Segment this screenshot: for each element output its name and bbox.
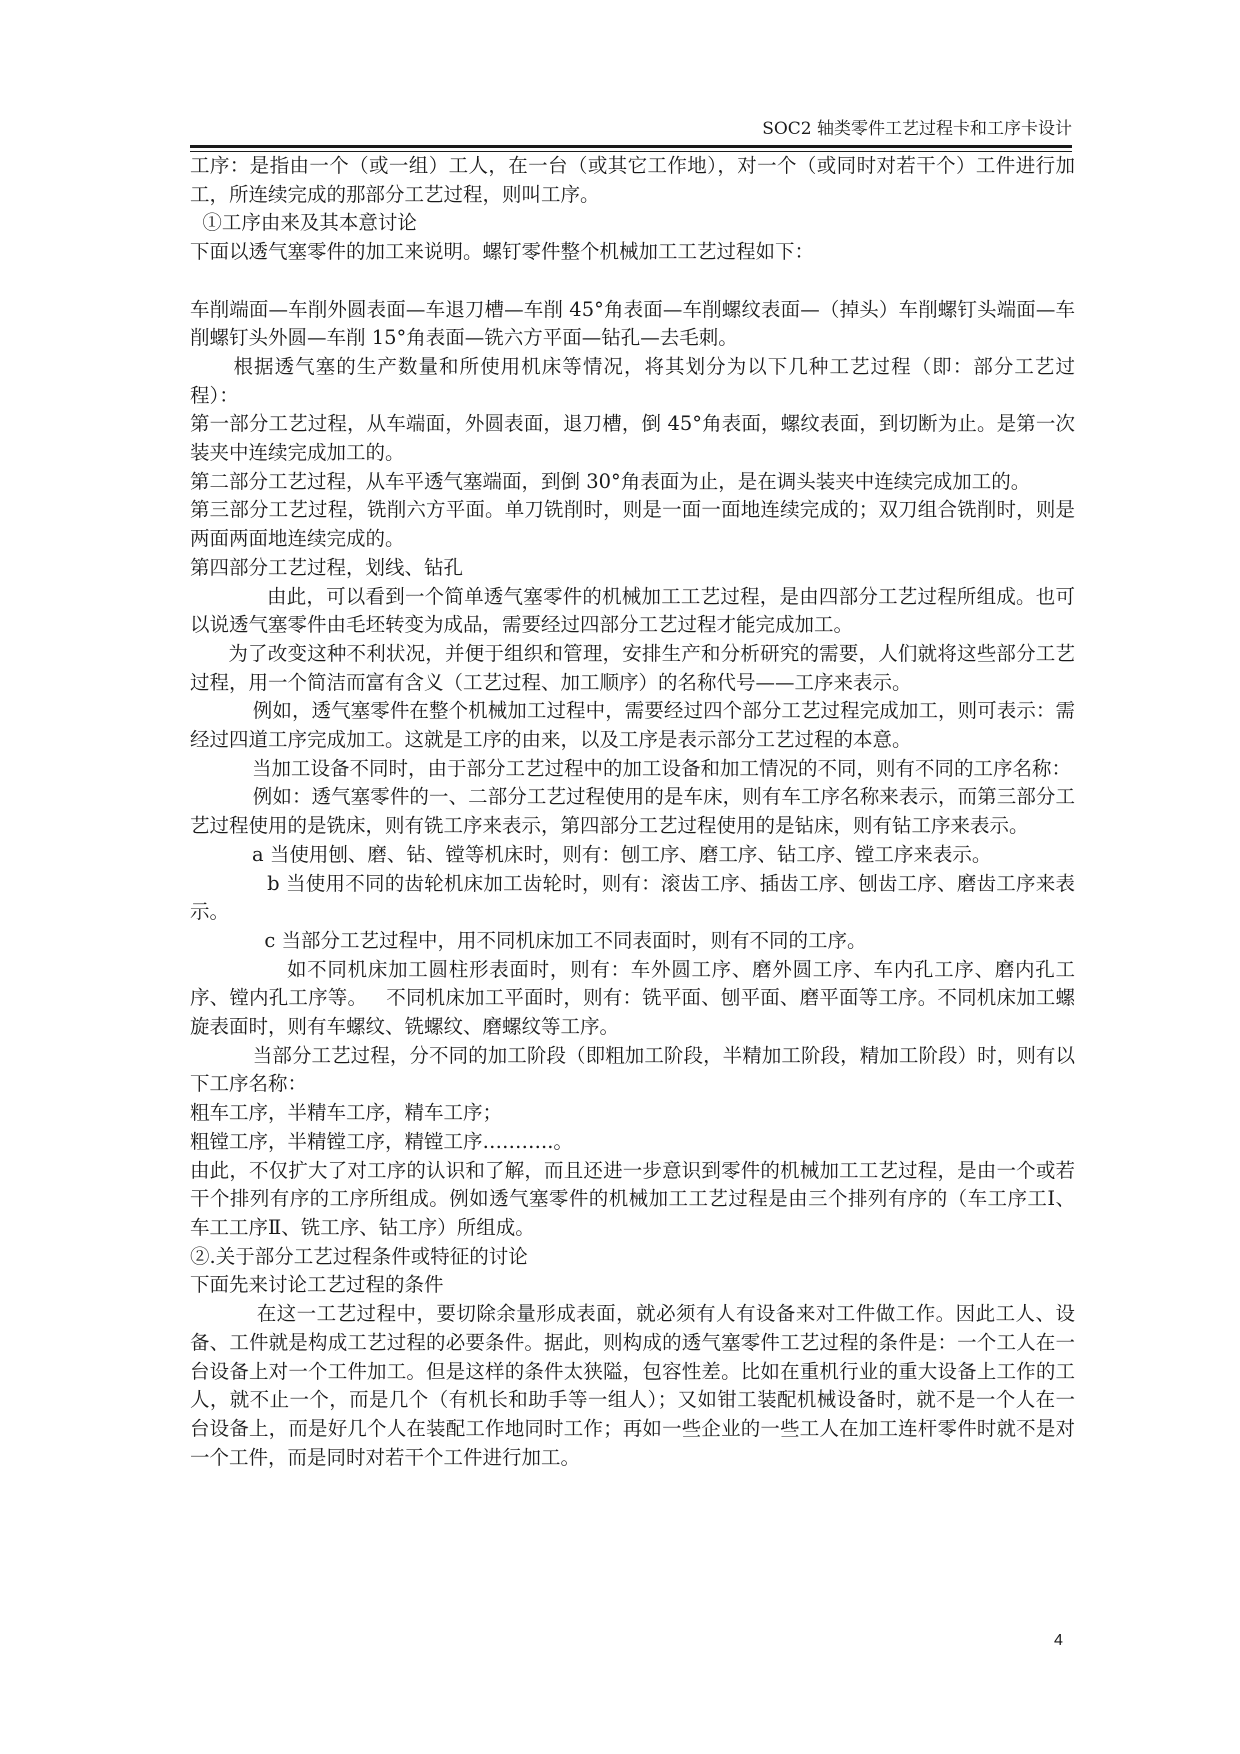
paragraph-boring-stages: 粗镗工序，半精镗工序，精镗工序………..。 [190,1129,573,1153]
paragraph-conditions: 在这一工艺过程中，要切除余量形成表面，就必须有人有设备来对工件做工作。因此工人、设备、工件就是构成工艺过程的必要条件。据此，则构成的透气塞零件工艺过程的条件是：一个工人在一台设备上对一个工件加工。但是这样的条件太狭隘，包容性差。比如在重机行业的重大设备上工作的工人，就不止一个，而是几个（有机长和助手等一组人）；又如钳工装配机械设备时，就不是一个人在一台设备上，而是好几个人在装配工作地同时工作；再如一些企业的一些工人在加工连杆零件时就不是对一个工件，而是同时对若干个工件进行加工。 [190,1302,1075,1469]
paragraph-example-machines: 例如：透气塞零件的一、二部分工艺过程使用的是车床，则有车工序名称来表示，而第三部分工艺过程使用的是铣床，则有铣工序来表示，第四部分工艺过程使用的是钻床，则有钻工序来表示。 [190,785,1075,838]
paragraph-stages: 当部分工艺过程，分不同的加工阶段（即粗加工阶段，半精加工阶段，精加工阶段）时，则有以下工序名称： [190,1043,1075,1096]
paragraph-naming: 为了改变这种不利状况，并便于组织和管理，安排生产和分析研究的需要，人们就将这些部分工艺过程，用一个简洁而富有含义（工艺过程、加工顺序）的名称代号——工序来表示。 [190,641,1075,694]
header-rule-thick [190,145,1072,148]
blank-line [190,267,1075,296]
paragraph-conclusion: 由此，不仅扩大了对工序的认识和了解，而且还进一步意识到零件的机械加工工艺过程，是由一个或若干个排列有序的工序所组成。例如透气塞零件的机械加工工艺过程是由三个排列有序的（车工序工Ⅰ、车工工序Ⅱ、铣工序、钻工序）所组成。 [190,1158,1075,1239]
paragraph-conditions-intro: 下面先来讨论工艺过程的条件 [190,1273,444,1297]
list-item-b: b 当使用不同的齿轮机床加工齿轮时，则有：滚齿工序、插齿工序、刨齿工序、磨齿工序来表示。 [190,871,1075,924]
paragraph-part-one: 第一部分工艺过程，从车端面，外圆表面，退刀槽，倒 45°角表面，螺纹表面，到切断为止。是第一次装夹中连续完成加工的。 [190,412,1075,465]
paragraph-division: 根据透气塞的生产数量和所使用机床等情况，将其划分为以下几种工艺过程（即：部分工艺过程）： [190,354,1075,407]
paragraph-equipment: 当加工设备不同时，由于部分工艺过程中的加工设备和加工情况的不同，则有不同的工序名称： [190,756,1072,780]
section-heading-origin: ①工序由来及其本意讨论 [190,211,417,235]
paragraph-surfaces: 如不同机床加工圆柱形表面时，则有：车外圆工序、磨外圆工序、车内孔工序、磨内孔工序、镗内孔工序等。 不同机床加工平面时，则有：铣平面、刨平面、磨平面等工序。不同机床加工螺旋表面时，则有车螺纹、铣螺纹、磨螺纹等工序。 [190,957,1075,1039]
page-number: 4 [1054,1632,1063,1649]
list-item-a: a 当使用刨、磨、钻、镗等机床时，则有：刨工序、磨工序、钻工序、镗工序来表示。 [190,842,992,866]
paragraph-turning-stages: 粗车工序，半精车工序，精车工序； [190,1101,503,1125]
paragraph-part-four: 第四部分工艺过程，划线、钻孔 [190,555,464,579]
paragraph-part-two: 第二部分工艺过程，从车平透气塞端面，到倒 30°角表面为止，是在调头装夹中连续完成加工的。 [190,469,1031,493]
paragraph-example-four: 例如，透气塞零件在整个机械加工过程中，需要经过四个部分工艺过程完成加工，则可表示：需经过四道工序完成加工。这就是工序的由来，以及工序是表示部分工艺过程的本意。 [190,699,1075,752]
paragraph-part-three: 第三部分工艺过程，铣削六方平面。单刀铣削时，则是一面一面地连续完成的；双刀组合铣削时，则是两面两面地连续完成的。 [190,498,1075,551]
running-header: SOC2 轴类零件工艺过程卡和工序卡设计 [762,119,1072,139]
list-item-c: c 当部分工艺过程中，用不同机床加工不同表面时，则有不同的工序。 [190,928,867,952]
paragraph-process-sequence: 车削端面—车削外圆表面—车退刀槽—车削 45°角表面—车削螺纹表面—（掉头）车削螺钉头端面—车削螺钉头外圆—车削 15°角表面—铣六方平面—钻孔—去毛刺。 [190,297,1075,350]
section-heading-conditions: ②.关于部分工艺过程条件或特征的讨论 [190,1244,528,1268]
paragraph-summary-parts: 由此，可以看到一个简单透气塞零件的机械加工工艺过程，是由四部分工艺过程所组成。也可以说透气塞零件由毛坯转变为成品，需要经过四部分工艺过程才能完成加工。 [190,584,1075,637]
body-text [190,152,1075,1472]
paragraph-definition: 工序：是指由一个（或一组）工人，在一台（或其它工作地），对一个（或同时对若干个）工件进行加工，所连续完成的那部分工艺过程，则叫工序。 [190,154,1075,206]
paragraph-intro: 下面以透气塞零件的加工来说明。螺钉零件整个机械加工工艺过程如下： [190,240,815,264]
